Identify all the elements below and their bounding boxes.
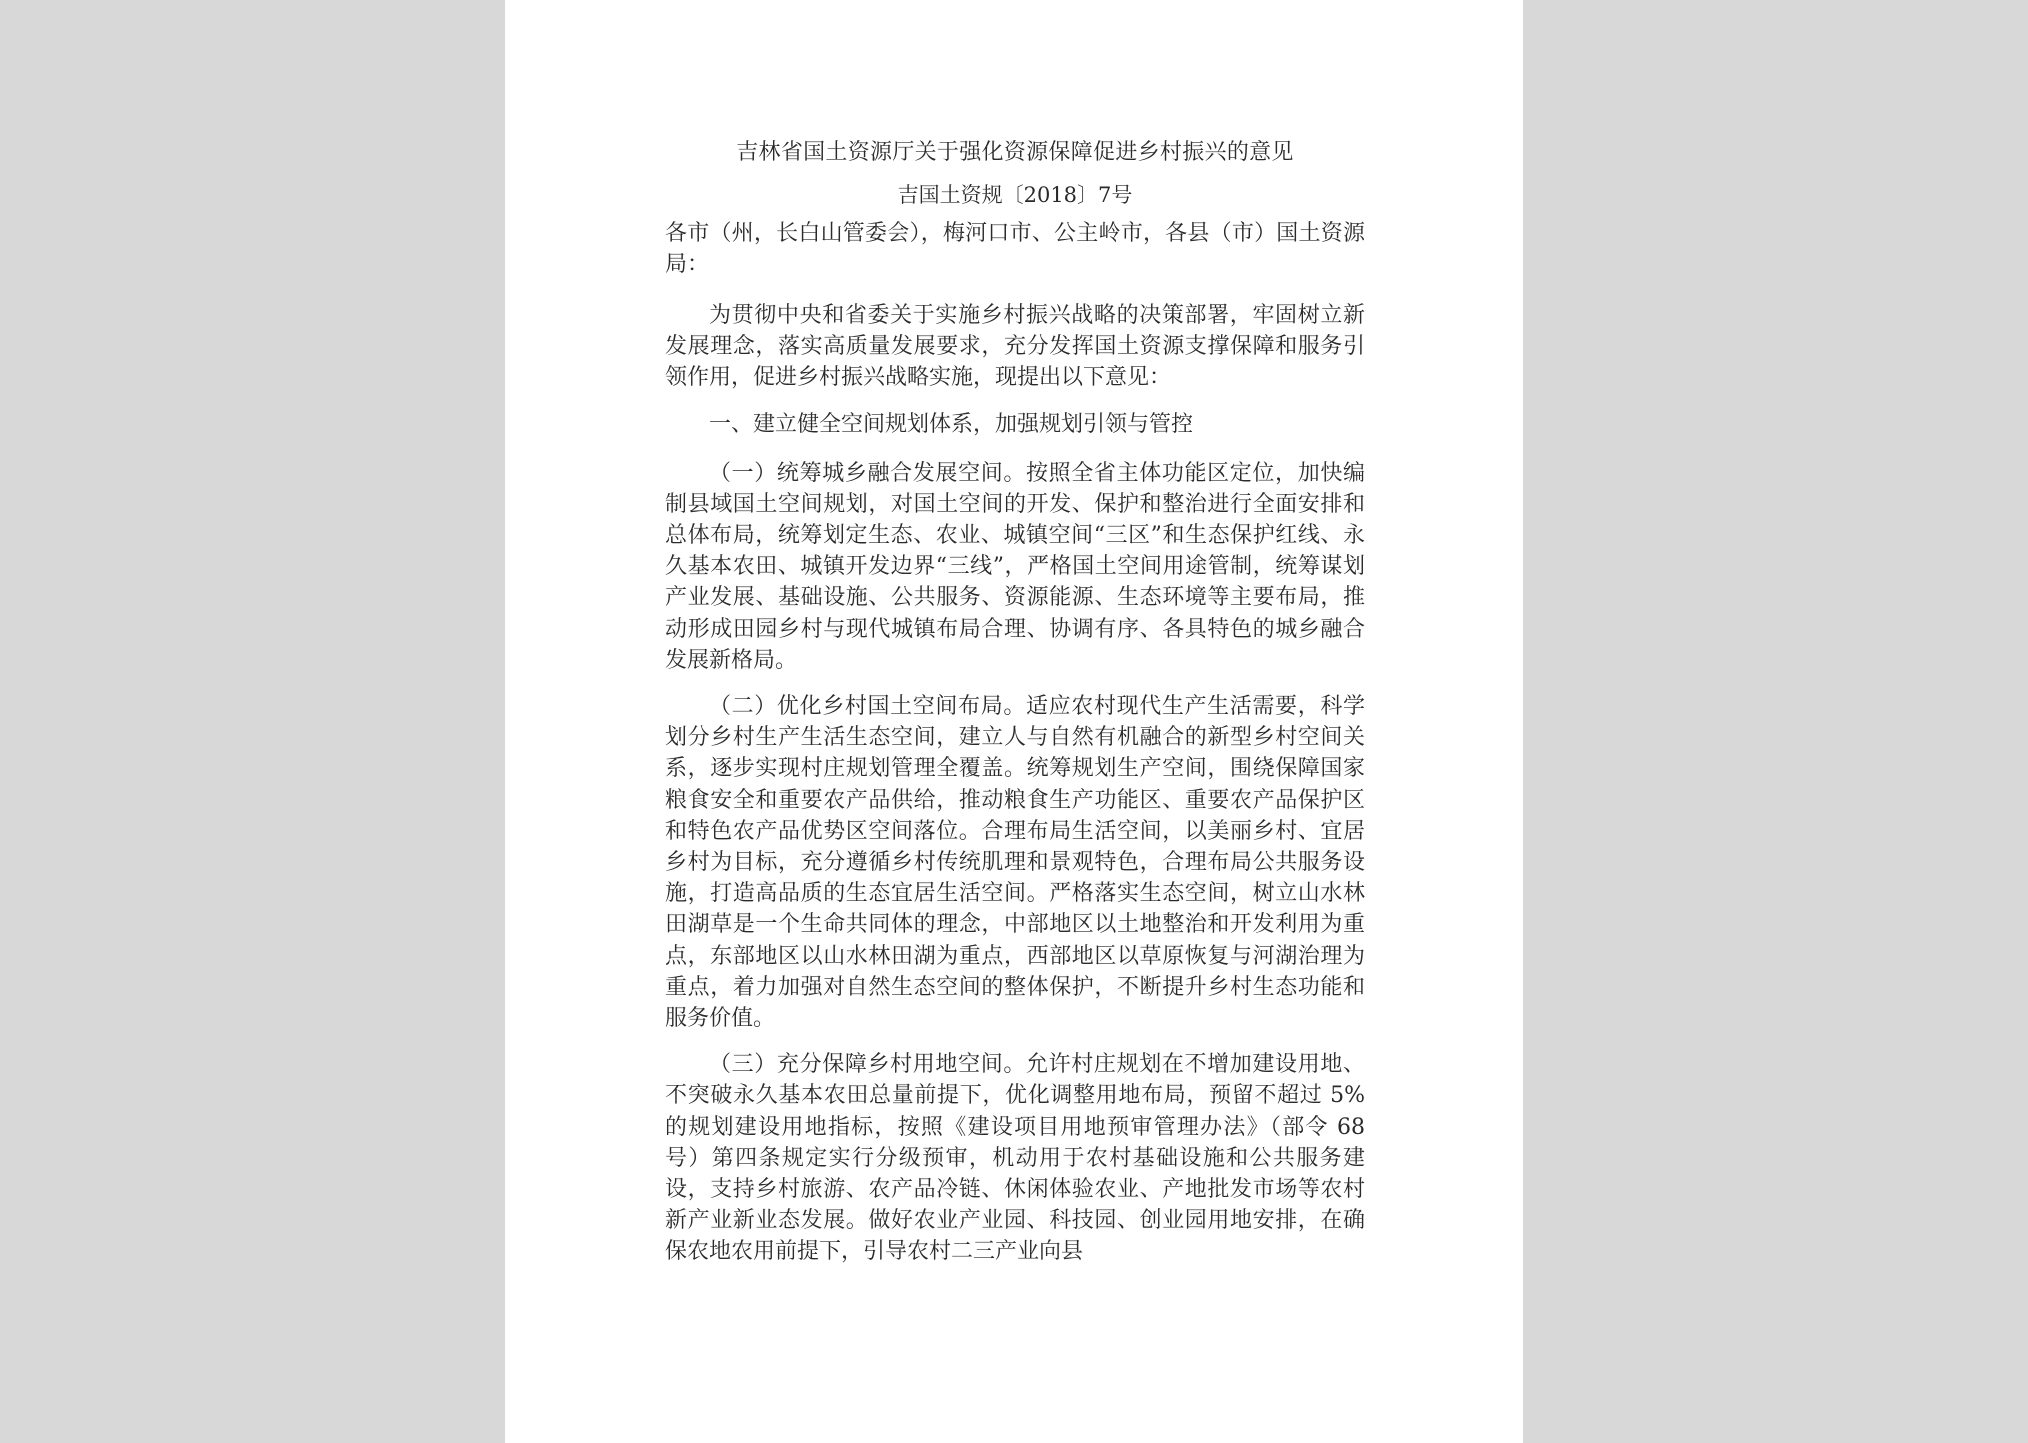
document-number: 吉国土资规〔2018〕7号 [897, 183, 1133, 207]
section-heading: 一、建立健全空间规划体系，加强规划引领与管控 [709, 411, 1194, 437]
document-page [505, 0, 1523, 1443]
document-title: 吉林省国土资源厅关于强化资源保障促进乡村振兴的意见 [736, 140, 1294, 165]
intro-paragraph: 为贯彻中央和省委关于实施乡村振兴战略的决策部署，牢固树立新发展理念，落实高质量发展要求，充分发挥国土资源支撑保障和服务引领作用，促进乡村振兴战略实施，现提出以下意见： [665, 303, 1365, 391]
paragraph-item-2: （二）优化乡村国土空间布局。适应农村现代生产生活需要，科学划分乡村生产生活生态空间，建立人与自然有机融合的新型乡村空间关系，逐步实现村庄规划管理全覆盖。统筹规划生产空间，围绕保障国家粮食安全和重要农产品供给，推动粮食生产功能区、重要农产品保护区和特色农产品优势区空间落位。合理布局生活空间，以美丽乡村、宜居乡村为目标，充分遵循乡村传统肌理和景观特色，合理布局公共服务设施，打造高品质的生态宜居生活空间。严格落实生态空间，树立山水林田湖草是一个生命共同体的理念，中部地区以土地整治和开发利用为重点，东部地区以山水林田湖为重点，西部地区以草原恢复与河湖治理为重点，着力加强对自然生态空间的整体保护，不断提升乡村生态功能和服务价值。 [665, 694, 1365, 1032]
paragraph-item-1: （一）统筹城乡融合发展空间。按照全省主体功能区定位，加快编制县域国土空间规划，对国土空间的开发、保护和整治进行全面安排和总体布局，统筹划定生态、农业、城镇空间“三区”和生态保护红线、永久基本农田、城镇开发边界“三线”，严格国土空间用途管制，统筹谋划产业发展、基础设施、公共服务、资源能源、生态环境等主要布局，推动形成田园乡村与现代城镇布局合理、协调有序、各具特色的城乡融合发展新格局。 [665, 460, 1365, 673]
document-body [665, 138, 1365, 1283]
addressee: 各市（州，长白山管委会），梅河口市、公主岭市，各县（市）国土资源局： [665, 221, 1365, 277]
paragraph-item-3: （三）充分保障乡村用地空间。允许村庄规划在不增加建设用地、不突破永久基本农田总量前提下，优化调整用地布局，预留不超过 5%的规划建设用地指标，按照《建设项目用地预审管理办法》（部令 68 号）第四条规定实行分级预审，机动用于农村基础设施和公共服务建设，支持乡村旅游、农产品冷链、休闲体验农业、产地批发市场等农村新产业新业态发展。做好农业产业园、科技园、创业园用地安排，在确保农地农用前提下，引导农村二三产业向县 [665, 1052, 1365, 1265]
